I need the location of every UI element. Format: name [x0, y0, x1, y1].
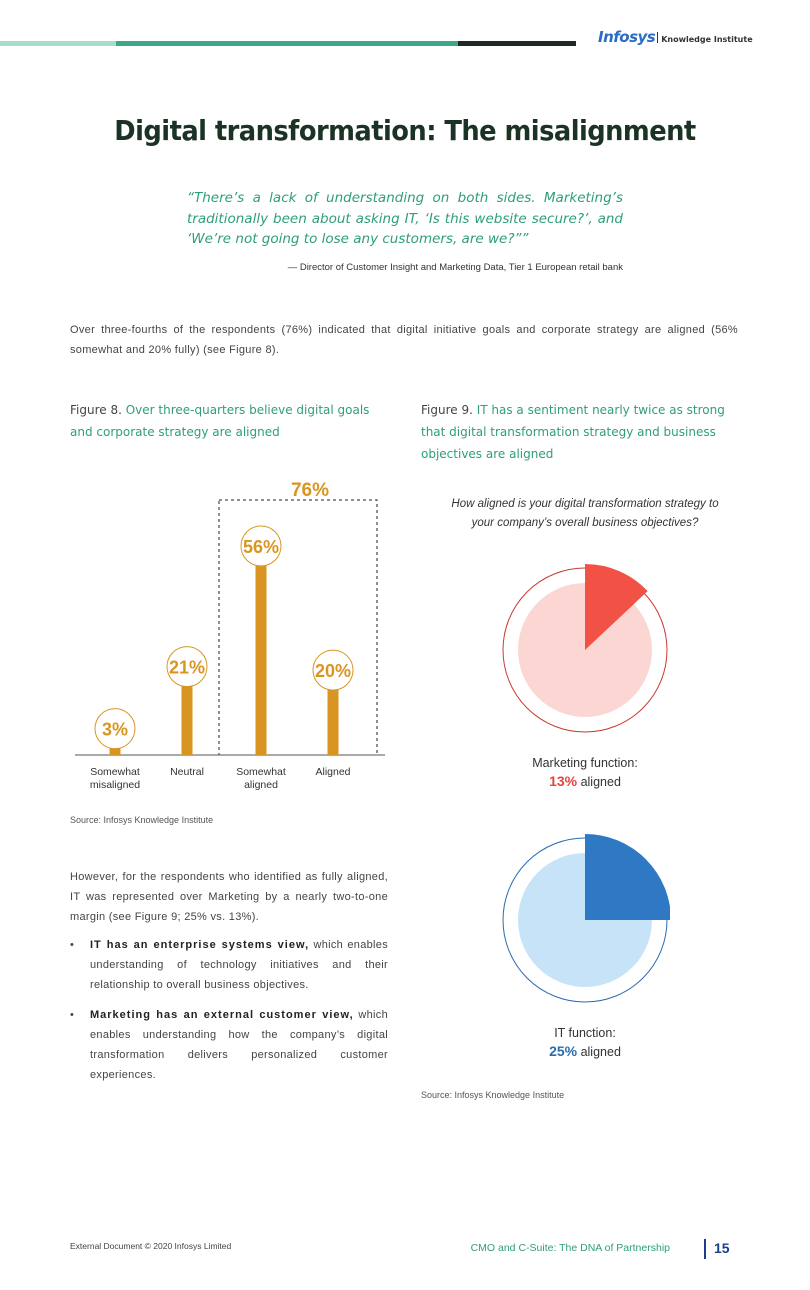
- footer-title: CMO and C-Suite: The DNA of Partnership: [470, 1242, 670, 1254]
- bullet-dot-icon: •: [70, 1009, 75, 1021]
- figure9-caption: [421, 399, 741, 465]
- it-pie-label: [485, 1024, 685, 1061]
- data-label: 56%: [242, 537, 280, 557]
- header-bar-dark: [458, 41, 576, 46]
- figure8-label: Figure 8.: [70, 403, 126, 417]
- bullet-text: which enables understanding of technology initiatives and their relationship to overall business objectives.: [90, 939, 388, 991]
- it-aligned-word: aligned: [577, 1045, 621, 1059]
- category-label: Neutral: [170, 766, 204, 778]
- bullet-text: which enables understanding how the company’s digital transformation delivers personalized customer experiences.: [90, 1009, 388, 1081]
- figure9-caption-text: IT has a sentiment nearly twice as strong that digital transformation strategy and business objectives are aligned: [421, 403, 725, 461]
- bullet-item-marketing: [70, 1005, 388, 1085]
- pull-quote: “There’s a lack of understanding on both sides. Marketing’s traditionally been about asking IT, ‘Is this website secure?’, and ‘We’re not going to lose any customers, are we?””: [187, 190, 623, 247]
- figure9-source: Source: Infosys Knowledge Institute: [421, 1090, 565, 1100]
- bullet-item-it: [70, 935, 388, 995]
- brand-name: Infosys: [598, 28, 656, 46]
- bar-2: [182, 683, 193, 755]
- category-label: Aligned: [315, 766, 351, 778]
- page-number: 15: [714, 1240, 730, 1256]
- it-label: IT function:: [554, 1026, 616, 1040]
- it-pie-chart: [500, 830, 670, 1010]
- category-label: Somewhat: [236, 766, 286, 778]
- category-label: Somewhat: [90, 766, 140, 778]
- figure8-caption-text: Over three-quarters believe digital goals and corporate strategy are aligned: [70, 403, 370, 439]
- logo-divider: [657, 32, 658, 43]
- marketing-pie-chart: [500, 560, 670, 740]
- bullet-bold: Marketing has an external customer view,: [90, 1009, 354, 1021]
- data-label: 3%: [101, 719, 129, 740]
- category-label: aligned: [244, 779, 278, 791]
- group-annotation-label: 76%: [290, 480, 330, 501]
- header-bar-light: [0, 41, 116, 46]
- data-label: 21%: [168, 657, 206, 678]
- intro-paragraph: Over three-fourths of the respondents (76%) indicated that digital initiative goals and corporate strategy are aligned (56% somewhat and 20% fully) (see Figure 8).: [70, 324, 738, 356]
- bar-3: [256, 562, 267, 755]
- bar-4: [328, 686, 339, 755]
- brand-subtitle: Knowledge Institute: [661, 35, 753, 44]
- body-paragraph: However, for the respondents who identified as fully aligned, IT was represented over Marketing by a nearly two-to-one margin (see Figure 9; 25% vs. 13%).: [70, 871, 388, 923]
- figure8-bar-chart: [60, 470, 400, 810]
- figure9-question: How aligned is your digital transformation strategy to your company’s overall business objectives?: [451, 498, 719, 529]
- bullet-list: [70, 935, 388, 1095]
- data-label: 20%: [314, 661, 352, 682]
- marketing-aligned-word: aligned: [577, 775, 621, 789]
- figure8-caption: [70, 399, 390, 443]
- marketing-pie-label: [485, 754, 685, 791]
- marketing-pct: 13%: [549, 773, 578, 789]
- it-pct: 25%: [549, 1043, 578, 1059]
- bullet-dot-icon: •: [70, 939, 75, 951]
- figure9-label: Figure 9.: [421, 403, 477, 417]
- it-slice-aligned: [585, 834, 670, 920]
- page-title: Digital transformation: The misalignment: [114, 114, 696, 147]
- quote-attribution: — Director of Customer Insight and Marketing Data, Tier 1 European retail bank: [287, 262, 623, 273]
- footer-divider: [704, 1239, 706, 1259]
- bullet-bold: IT has an enterprise systems view,: [90, 939, 310, 951]
- category-label: misaligned: [89, 779, 141, 791]
- marketing-label: Marketing function:: [532, 756, 638, 770]
- footer-copyright: External Document © 2020 Infosys Limited: [70, 1241, 232, 1251]
- header-bar-green: [116, 41, 458, 46]
- brand-logo: [598, 27, 753, 46]
- figure8-source: Source: Infosys Knowledge Institute: [70, 815, 214, 825]
